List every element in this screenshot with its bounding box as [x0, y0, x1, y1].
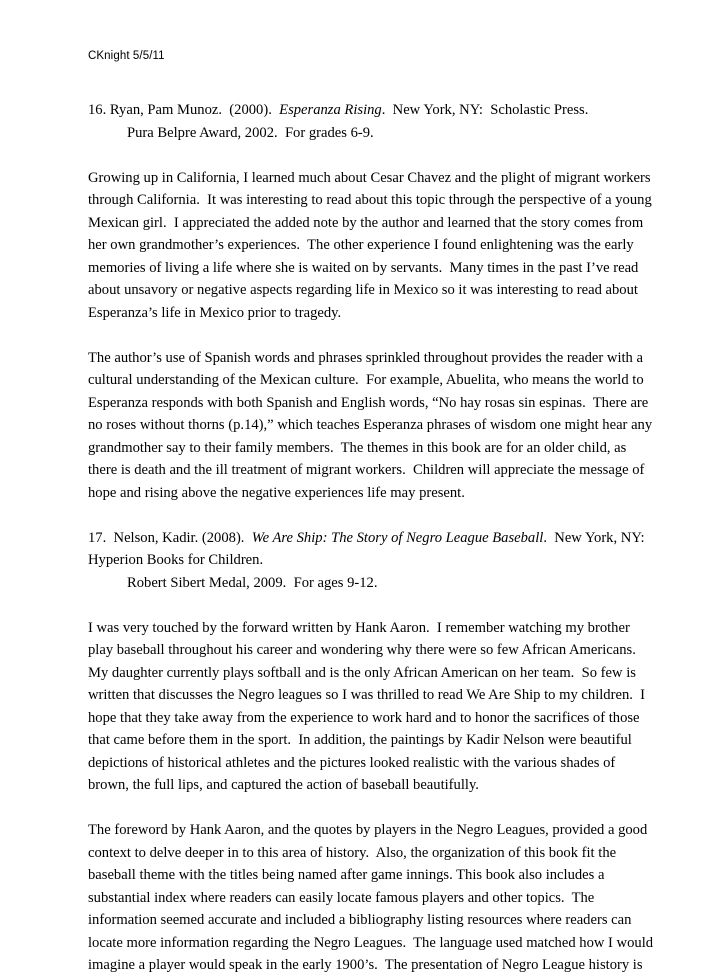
paragraph-line: play baseball throughout his career and wondering why there were so few African Americans. — [88, 642, 636, 658]
entry17-citation-line-2: Hyperion Books for Children. — [88, 552, 264, 568]
paragraph-line: memories of living a life where she is waited on by servants. Many times in the past I’ve read — [88, 259, 639, 276]
paragraph-line: The author’s use of Spanish words and phrases sprinkled throughout provides the reader with a — [88, 349, 643, 366]
paragraph-line: about unsavory or negative aspects regarding life in Mexico so it was interesting to read about — [88, 282, 638, 298]
paragraph-line: My daughter currently plays softball and is the only African American on her team. So few is — [88, 664, 636, 681]
document-body — [88, 99, 728, 977]
paragraph-line: cultural understanding of the Mexican culture. For example, Abuelita, who means the world to — [88, 372, 644, 388]
paragraph-line: through California. It was interesting to read about this topic through the perspective of a young — [88, 192, 652, 208]
entry17-book-title: We Are Ship: The Story of Negro League Baseball — [251, 529, 544, 546]
entry16-citation — [88, 99, 728, 122]
entry16-paragraph-1 — [88, 167, 728, 325]
entry16-citation-publisher: . New York, NY: Scholastic Press. — [381, 102, 589, 118]
entry17-citation-publisher: . New York, NY: — [543, 529, 645, 546]
entry17-citation-author: 17. Nelson, Kadir. (2008). — [88, 529, 252, 546]
paragraph-line: I was very touched by the forward written by Hank Aaron. I remember watching my brother — [88, 619, 630, 636]
paragraph-line: that came before them in the sport. In addition, the paintings by Kadir Nelson were beautiful — [88, 732, 632, 748]
entry17-award: Robert Sibert Medal, 2009. For ages 9-12. — [127, 574, 378, 591]
paragraph-line: no roses without thorns (p.14),” which teaches Esperanza phrases of wisdom one might hear any — [88, 417, 653, 433]
entry17-paragraph-2 — [88, 819, 728, 977]
paragraph-line: context to delve deeper in to this area of history. Also, the organization of this book fit the — [88, 844, 617, 861]
paragraph-line: hope that they take away from the experience to work hard and to honor the sacrifices of those — [88, 709, 640, 726]
paragraph-line: imagine a player would speak in the early 1900’s. The presentation of Negro League history is — [88, 957, 643, 973]
paragraph-line: hope and rising above the negative experiences life may present. — [88, 484, 465, 501]
entry16-award: Pura Belpre Award, 2002. For grades 6-9. — [127, 124, 374, 141]
paragraph-line: The foreword by Hank Aaron, and the quotes by players in the Negro Leagues, provided a good — [88, 822, 648, 838]
paragraph-line: information seemed accurate and included a bibliography listing resources where readers can — [88, 912, 632, 928]
entry17-paragraph-1 — [88, 617, 728, 797]
paragraph-line: Growing up in California, I learned much about Cesar Chavez and the plight of migrant workers — [88, 169, 651, 186]
paragraph-line: Esperanza responds with both Spanish and English words, “No hay rosas sin espinas. There are — [88, 394, 649, 411]
paragraph-line: her own grandmother’s experiences. The other experience I found enlightening was the early — [88, 237, 634, 253]
paragraph-line: Mexican girl. I appreciated the added note by the author and learned that the story comes from — [88, 214, 644, 231]
paragraph-line: grandmother say to their family members. The themes in this book are for an older child, as — [88, 439, 627, 456]
paragraph-line: there is death and the ill treatment of migrant workers. Children will appreciate the message of — [88, 462, 645, 478]
paragraph-line: baseball theme with the titles being named after game innings. This book also includes a — [88, 867, 605, 883]
paragraph-line: locate more information regarding the Negro Leagues. The language used matched how I would — [88, 934, 654, 951]
paragraph-line: substantial index where readers can easily locate famous players and other topics. The — [88, 889, 595, 906]
entry16-book-title: Esperanza Rising — [279, 102, 382, 118]
entry16-paragraph-2 — [88, 347, 728, 505]
entry16-citation-author: 16. Ryan, Pam Munoz. (2000). — [88, 102, 280, 118]
paragraph-line: depictions of historical athletes and the pictures looked realistic with the various shades of — [88, 754, 616, 771]
entry17-citation — [88, 527, 728, 550]
paragraph-line: brown, the full lips, and captured the action of baseball beautifully. — [88, 777, 479, 793]
page-header: CKnight 5/5/11 — [88, 50, 165, 62]
paragraph-line: written that discusses the Negro leagues so I was thrilled to read We Are Ship to my children. I — [88, 687, 646, 703]
paragraph-line: Esperanza’s life in Mexico prior to tragedy. — [88, 304, 342, 321]
